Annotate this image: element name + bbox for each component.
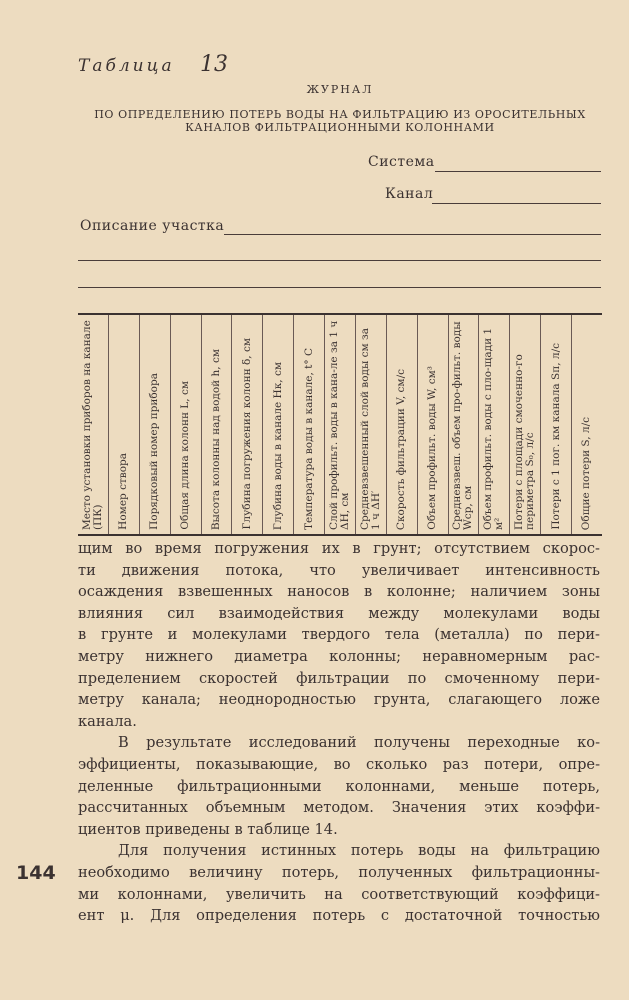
column-header [325, 315, 356, 534]
table-number: 13 [200, 52, 228, 77]
journal-title: ЖУРНАЛ [306, 83, 374, 96]
column-header-text: Номер створа [117, 453, 130, 530]
text-line: Для получения истинных потерь воды на фильтрацию [118, 842, 600, 860]
column-header [356, 315, 387, 534]
text-line: метру нижнего диаметра колонны; неравномерным рас- [78, 647, 600, 665]
text-line: ти движения потока, что увеличивает интенсивность [78, 561, 600, 579]
journal-subtitle [78, 108, 602, 134]
column-header [294, 315, 325, 534]
column-header [140, 315, 171, 534]
column-header-text: Потери с площади смоченно-го периметра S₀, л/с [513, 354, 537, 530]
column-header-text: Порядковый номер прибора [148, 373, 161, 530]
text-line: деленные фильтрационными колоннами, меньше потерь, [78, 777, 600, 795]
column-header [202, 315, 233, 534]
column-header [449, 315, 480, 534]
column-header [263, 315, 294, 534]
subtitle-line: ПО ОПРЕДЕЛЕНИЮ ПОТЕРЬ ВОДЫ НА ФИЛЬТРАЦИЮ ИЗ ОРОСИТЕЛЬНЫХ [94, 108, 586, 121]
column-header-text: Потери с 1 пог. км канала Sп, л/с [549, 343, 562, 530]
text-line: пределением скоростей фильтрации по смоченному пери- [78, 669, 600, 687]
text-line: щим во время погружения их в грунт; отсутствием скорос- [78, 540, 600, 557]
text-line: канала. [78, 712, 137, 730]
body-text [78, 538, 600, 927]
text-line: В результате исследований получены переходные ко- [118, 734, 600, 752]
text-line: метру канала; неоднородностью грунта, слагающего ложе [78, 691, 600, 709]
text-line: эффициенты, показывающие, во сколько раз потери, опре- [78, 755, 600, 773]
column-header-text: Общие потери S, л/с [580, 416, 593, 530]
column-header-text: Глубина погружения колонн δ, см [240, 338, 253, 530]
column-header-text: Средневзвеш. объем про-фильт. воды Wср, см [451, 321, 475, 530]
column-header-text: Температура воды в канале, t° C [302, 347, 315, 530]
description-field-line [78, 287, 601, 288]
column-header [78, 315, 109, 534]
text-line: в грунте и молекулами твердого тела (металла) по пери- [78, 626, 600, 644]
column-header [572, 315, 602, 534]
column-header-text: Объем профильт. воды W, см³ [426, 366, 439, 530]
column-header [232, 315, 263, 534]
column-header-text: Место установки приборов на канале (ПК) [80, 320, 104, 530]
description-field-line [78, 260, 601, 261]
canal-label: Канал [385, 186, 434, 202]
system-label: Система [368, 154, 435, 170]
column-header-text: Средневзвешенный слой воды см за 1 ч ΔН′ [358, 327, 382, 530]
text-line: ент μ. Для определения потерь с достаточной точностью [78, 907, 600, 925]
text-line: осаждения взвешенных наносов в колонне; наличием зоны [78, 583, 600, 601]
column-header-text: Скорость фильтрации V, см/с [395, 368, 408, 530]
text-line: рассчитанных объемным методом. Значения этих коэффи- [78, 799, 600, 817]
description-field-line [224, 234, 601, 235]
description-label: Описание участка [80, 218, 225, 234]
text-line: необходимо величину потерь, полученных фильтрационны- [78, 863, 600, 881]
column-header-text: Высота колонны над водой h, см [209, 348, 222, 530]
subtitle-line: КАНАЛОВ ФИЛЬТРАЦИОННЫМИ КОЛОННАМИ [185, 121, 495, 134]
column-header [510, 315, 541, 534]
column-header [109, 315, 140, 534]
column-header [171, 315, 202, 534]
text-line: циентов приведены в таблице 14. [78, 820, 338, 838]
column-header [541, 315, 572, 534]
system-field-line [435, 171, 601, 172]
page-number: 144 [16, 862, 56, 884]
canal-field-line [432, 203, 601, 204]
column-header [479, 315, 510, 534]
text-line: влияния сил взаимодействия между молекулами воды [78, 604, 600, 622]
column-header [418, 315, 449, 534]
column-header-text: Глубина воды в канале Hк, см [271, 361, 284, 530]
text-line: ми колоннами, увеличить на соответствующий коэффици- [78, 885, 600, 903]
column-header-text: Общая длина колонн L, см [179, 381, 192, 530]
table-label: Таблица [78, 56, 175, 76]
journal-table-header [78, 313, 602, 536]
column-header-text: Слой профильт. воды в кана-ле за 1 ч ΔН, см [327, 320, 351, 530]
column-header [387, 315, 418, 534]
column-header-text: Объем профильт. воды с пло-щади 1 м² [482, 327, 506, 530]
